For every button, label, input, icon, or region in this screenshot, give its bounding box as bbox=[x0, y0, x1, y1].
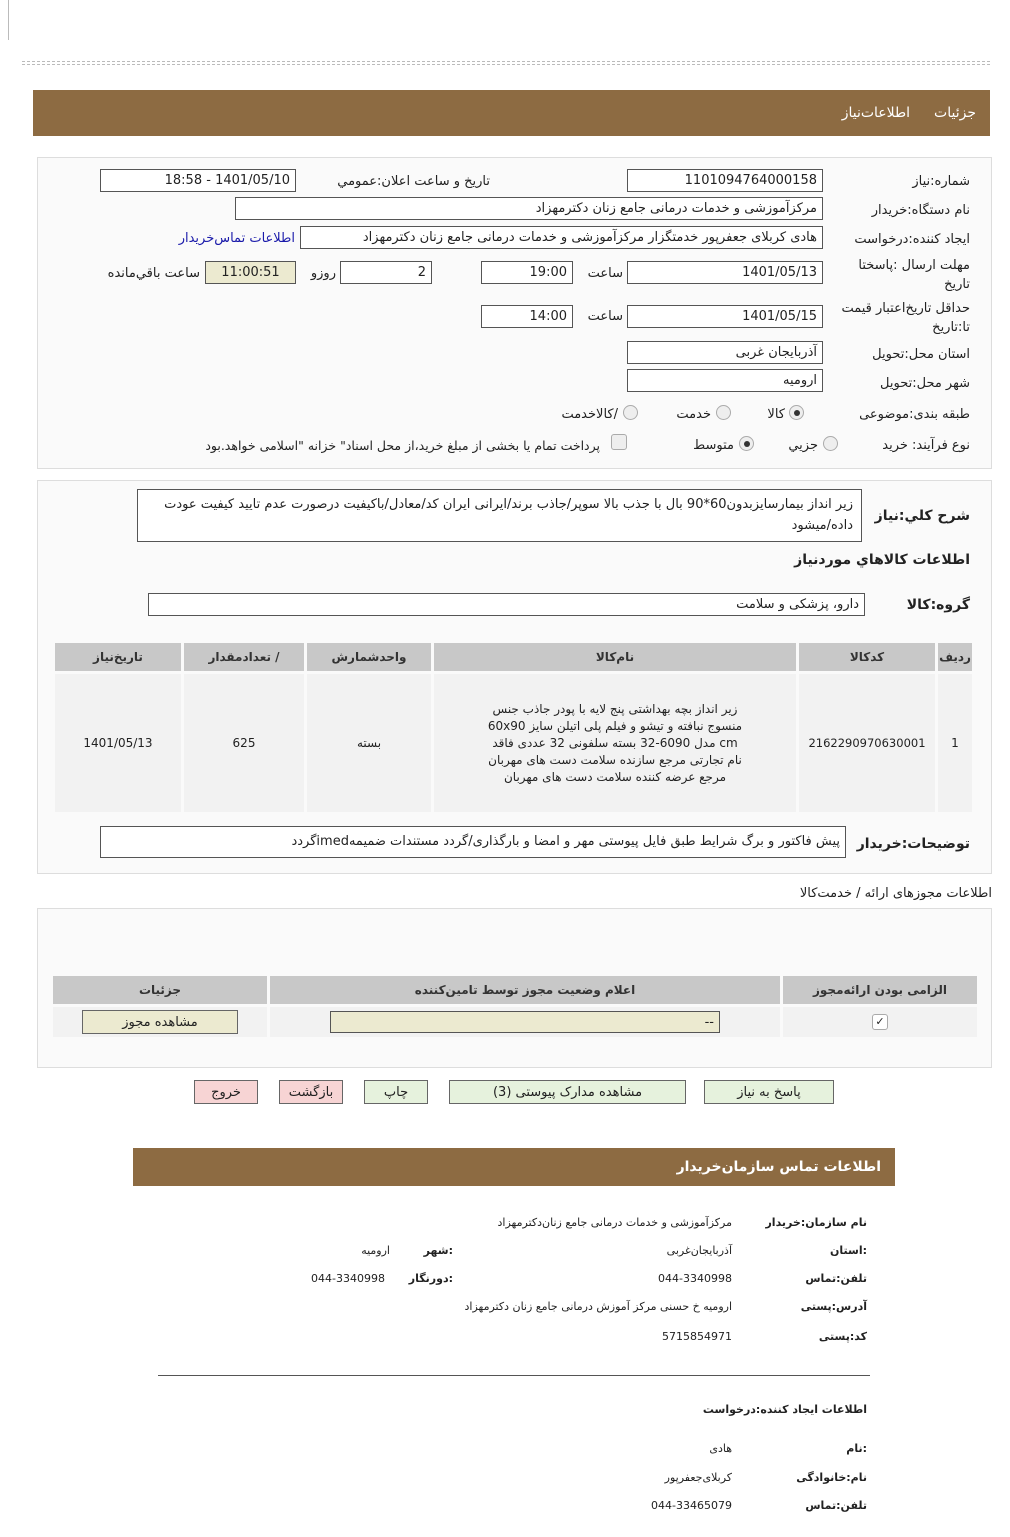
print-button[interactable]: چاپ bbox=[364, 1080, 428, 1104]
col-header: جزئیات bbox=[53, 976, 267, 1004]
required-checkbox[interactable]: ✓ bbox=[872, 1014, 888, 1030]
col-header: ردیف bbox=[938, 643, 972, 671]
summary-label: شرح کلي:نیاز bbox=[874, 508, 970, 524]
divider bbox=[8, 0, 9, 40]
creator-title: اطلاعات ایجاد کننده:درخواست bbox=[702, 1403, 867, 1416]
goods-name: زیر انداز بچه بهداشتی پنج لایه با پودر جاذب جنس منسوج نبافته و تیشو و فیلم پلی اتیلن سایز 60x90 cm مدل 6090-32 بسته سلفونی 32 عددی فاقد نام تجارتی مرجع سازنده سلامت دست های مهربان مرجع عرضه کننده سلامت دست های مهربان bbox=[434, 674, 796, 812]
treasury-checkbox[interactable] bbox=[611, 434, 627, 450]
time-label: ساعت bbox=[587, 266, 623, 281]
remaining-label: ساعت باقي‌مانده bbox=[107, 266, 200, 281]
fax-label: :دورنگار bbox=[408, 1272, 453, 1285]
days-field: 2 bbox=[340, 261, 432, 284]
view-docs-button[interactable]: مشاهده مدارک پیوستی (3) bbox=[449, 1080, 686, 1104]
buyer-field: مرکزآموزشی و خدمات درمانی جامع زنان دکترمهزاد bbox=[235, 197, 823, 220]
need-number-label: شماره:نیاز bbox=[912, 174, 970, 189]
exit-button[interactable]: خروج bbox=[194, 1080, 258, 1104]
postal-value: 5715854971 bbox=[662, 1330, 732, 1343]
creator-phone-label: تلفن:تماس bbox=[805, 1499, 867, 1512]
process-minor-radio[interactable] bbox=[823, 436, 838, 451]
buyer-contact-link[interactable]: اطلاعات تماس‌خریدار bbox=[178, 231, 295, 246]
process-minor-label: جزيي bbox=[788, 438, 818, 453]
province-value: آذربایجان‌غربی bbox=[666, 1244, 732, 1257]
city-value: ارومیه bbox=[361, 1244, 390, 1257]
goods-code: 2162290970630001 bbox=[799, 674, 935, 812]
notes-field: پیش فاکتور و برگ شرایط طبق فایل پیوستی مهر و امضا و بارگذاری/گردد مستندات ضمیمهimedگردد bbox=[100, 826, 846, 858]
category-service-label: خدمت bbox=[676, 407, 711, 422]
deadline-time-field: 19:00 bbox=[481, 261, 573, 284]
group-label: گروه:کالا bbox=[906, 597, 970, 613]
name-value: هادی bbox=[709, 1442, 732, 1455]
announce-label: تاریخ و ساعت اعلان:عمومي bbox=[337, 174, 490, 189]
permit-status-field: -- bbox=[330, 1011, 720, 1033]
creator-label: ایجاد کننده:درخواست bbox=[854, 232, 970, 247]
goods-qty: 625 bbox=[184, 674, 304, 812]
payment-note: پرداخت تمام یا بخشی از مبلغ خرید،از محل اسناد" خزانه "اسلامی خواهد.بود bbox=[205, 438, 600, 453]
validity-label: حداقل تاریخ‌اعتبار قیمت تا:تاریخ bbox=[841, 301, 970, 335]
validity-time-field: 14:00 bbox=[481, 305, 573, 328]
goods-unit: بسته bbox=[307, 674, 431, 812]
city-label: :شهر bbox=[423, 1244, 453, 1257]
col-header: نام‌کالا bbox=[434, 643, 796, 671]
group-field: دارو، پزشکی و سلامت bbox=[148, 593, 865, 616]
category-goods-label: کالا bbox=[767, 407, 785, 422]
table-row bbox=[53, 1007, 977, 1037]
goods-section-title: اطلاعات کالاهاي موردنیاز bbox=[794, 552, 970, 568]
name-label: :نام bbox=[846, 1442, 867, 1455]
col-header: / تعدادمقدار bbox=[184, 643, 304, 671]
address-value: ارومیه خ حسنی مرکز آموزش درمانی جامع زنان دکترمهزاد bbox=[464, 1300, 732, 1313]
address-label: آدرس:پستی bbox=[800, 1300, 867, 1313]
col-header: الزامی بودن ارائه‌مجوز bbox=[783, 976, 977, 1004]
category-service-radio[interactable] bbox=[716, 405, 731, 420]
category-both-radio[interactable] bbox=[623, 405, 638, 420]
process-label: نوع فرآیند: خرید bbox=[882, 438, 970, 453]
phone-value: 044-3340998 bbox=[658, 1272, 732, 1285]
process-medium-label: متوسط bbox=[693, 438, 734, 453]
notes-label: توضیحات:خریدار bbox=[856, 836, 970, 852]
divider bbox=[158, 1375, 870, 1376]
province-field: آذربایجان غربی bbox=[627, 341, 823, 364]
divider bbox=[22, 64, 990, 65]
divider bbox=[22, 61, 990, 62]
postal-label: کد:پستی bbox=[818, 1330, 867, 1343]
goods-date: 1401/05/13 bbox=[55, 674, 181, 812]
permits-title: اطلاعات مجوزهای ارائه / خدمت‌کالا bbox=[799, 886, 992, 901]
category-both-label: /کالاخدمت bbox=[561, 407, 618, 422]
creator-field: هادی کربلای جعفرپور خدمتگزار مرکزآموزشی و خدمات درمانی جامع زنان دکترمهزاد bbox=[300, 226, 823, 249]
days-label: روزو bbox=[310, 266, 336, 281]
table-row bbox=[55, 674, 972, 812]
org-value: مرکزآموزشی و خدمات درمانی جامع زنان‌دکترمهزاد bbox=[497, 1216, 732, 1229]
col-header: واحدشمارش bbox=[307, 643, 431, 671]
summary-field: زیر انداز بیمارسایزبدون60*90 بال با جذب بالا سوپر/جاذب برند/ایرانی ایران کد/معادل/باکیفیت درصورت عدم تایید کیفیت عودت داده/میشود bbox=[137, 489, 862, 542]
header-bar bbox=[33, 90, 990, 136]
col-header: کدکالا bbox=[799, 643, 935, 671]
permits-table bbox=[50, 973, 980, 1040]
contact-title: اطلاعات تماس سازمان‌خریدار bbox=[676, 1159, 881, 1175]
province-label: استان محل:تحویل bbox=[872, 347, 970, 362]
deadline-label: مهلت ارسال :پاسختا تاریخ bbox=[858, 258, 970, 292]
col-header: اعلام وضعیت مجوز توسط تامین‌کننده bbox=[270, 976, 780, 1004]
tab-details[interactable]: جزئیات bbox=[934, 105, 976, 121]
fax-value: 044-3340998 bbox=[311, 1272, 385, 1285]
family-label: نام:خانوادگی bbox=[796, 1471, 867, 1484]
deadline-date-field: 1401/05/13 bbox=[627, 261, 823, 284]
contact-header bbox=[133, 1148, 895, 1186]
province-label: :استان bbox=[830, 1244, 867, 1257]
back-button[interactable]: بازگشت bbox=[279, 1080, 343, 1104]
city-label: شهر محل:تحویل bbox=[880, 376, 970, 391]
reply-button[interactable]: پاسخ به نیاز bbox=[704, 1080, 834, 1104]
remaining-time: 11:00:51 bbox=[205, 261, 296, 284]
time-label: ساعت bbox=[587, 309, 623, 324]
buyer-label: نام دستگاه:خریدار bbox=[871, 203, 970, 218]
col-header: تاریخ‌نیاز bbox=[55, 643, 181, 671]
tab-need-info[interactable]: اطلاعات‌نیاز bbox=[841, 105, 911, 121]
phone-label: تلفن:تماس bbox=[805, 1272, 867, 1285]
validity-date-field: 1401/05/15 bbox=[627, 305, 823, 328]
city-field: ارومیه bbox=[627, 369, 823, 392]
category-label: طبقه بندی:موضوعی bbox=[859, 407, 970, 422]
creator-phone-value: 044-33465079 bbox=[651, 1499, 732, 1512]
announce-field: 1401/05/10 - 18:58 bbox=[100, 169, 296, 192]
family-value: کربلای‌جعفرپور bbox=[664, 1471, 732, 1484]
view-permit-button[interactable]: مشاهده مجوز bbox=[82, 1010, 238, 1034]
category-goods-radio[interactable] bbox=[789, 405, 804, 420]
row-index: 1 bbox=[938, 674, 972, 812]
need-number-field: 1101094764000158 bbox=[627, 169, 823, 192]
goods-table bbox=[52, 640, 975, 815]
org-label: نام سازمان:خریدار bbox=[765, 1216, 867, 1229]
process-medium-radio[interactable] bbox=[739, 436, 754, 451]
